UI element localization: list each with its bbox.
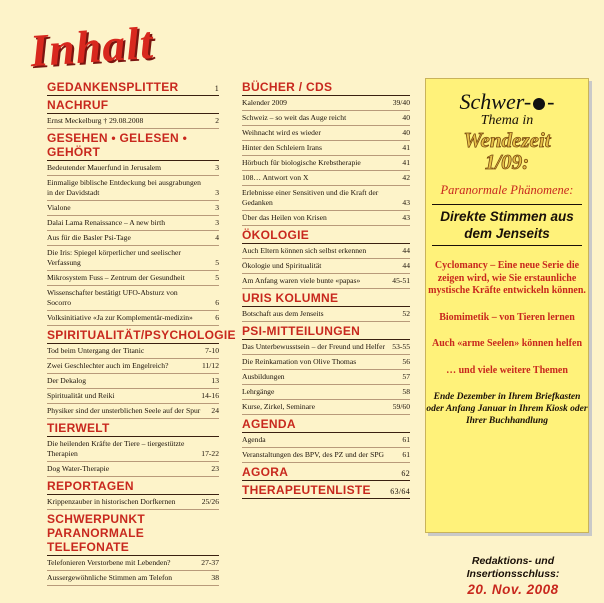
page-number: 2 xyxy=(215,116,219,125)
page-number: 41 xyxy=(402,143,410,152)
toc-entry-title: Agenda xyxy=(242,435,266,444)
toc-entry xyxy=(242,96,410,111)
toc-entry xyxy=(242,156,410,171)
teaser-cyclomancy: Cyclomancy – Eine neue Serie die zeigen wird, wie Sie erstaunliche mystische Kräfte entwickeln können. xyxy=(428,260,586,296)
section-heading xyxy=(47,419,219,437)
toc-entry-title: Der Dekalog xyxy=(47,376,87,385)
section-heading xyxy=(242,289,410,307)
toc-entry xyxy=(242,448,410,463)
toc-entry-title: Krippenzauber in historischen Dorfkernen xyxy=(47,497,176,506)
section-heading xyxy=(242,78,410,96)
toc-entry xyxy=(242,385,410,400)
page-number: 1 xyxy=(214,84,219,93)
toc-entry xyxy=(47,556,219,571)
section-heading xyxy=(47,510,219,556)
toc-entry-title: Über das Heilen von Krisen xyxy=(242,213,327,222)
toc-entry-title: Die Iris: Spiegel körperlicher und seelischer Verfassung xyxy=(47,248,181,267)
teaser-seelen: Auch «arme Seelen» können helfen xyxy=(432,338,582,349)
toc-entry-title: Dalai Lama Renaissance – A new birth xyxy=(47,218,166,227)
page-number: 43 xyxy=(402,213,410,222)
page-number: 6 xyxy=(215,313,219,322)
page-number: 7-10 xyxy=(205,346,219,355)
paranormal-heading: Paranormale Phänomene: xyxy=(440,183,574,197)
toc-entry xyxy=(47,374,219,389)
toc-entry xyxy=(47,216,219,231)
page-number: 23 xyxy=(211,464,219,473)
toc-entry xyxy=(47,495,219,510)
toc-entry-title: Das Unterbewusstsein – der Freund und Helfer xyxy=(242,342,385,351)
toc-entry-title: Volksinitiative «Ja zur Komplementär-medizin» xyxy=(47,313,193,322)
toc-entry-title: Kurse, Zirkel, Seminare xyxy=(242,402,315,411)
toc-entry-title: Veranstaltungen des BPV, des PZ und der SPG xyxy=(242,450,385,459)
toc-entry-title: Bedeutender Mauerfund in Jerusalem xyxy=(47,163,162,172)
toc-entry-title: Erlebnisse einer Sensitiven und die Kraft der Gedanken xyxy=(242,188,379,207)
section-heading xyxy=(242,226,410,244)
toc-entry xyxy=(242,259,410,274)
toc-entry-title: Einmalige biblische Entdeckung bei ausgrabungen in der Davidstadt xyxy=(47,178,201,197)
toc-entry-title: Aussergewöhnliche Stimmen am Telefon xyxy=(47,573,173,582)
page-number: 27-37 xyxy=(201,558,219,567)
toc-entry xyxy=(47,271,219,286)
page-number: 25/26 xyxy=(201,497,219,506)
toc-entry xyxy=(242,211,410,226)
section-heading-text: AGORA xyxy=(242,465,289,479)
toc-entry-title: Am Anfang waren viele bunte «papas» xyxy=(242,276,361,285)
page-number: 57 xyxy=(402,372,410,381)
toc-entry-title: Schweiz – so weit das Auge reicht xyxy=(242,113,347,122)
toc-entry-title: Die heilenden Kräfte der Tiere – tiergestützte Therapien xyxy=(47,439,185,458)
toc-entry xyxy=(242,126,410,141)
toc-entry xyxy=(47,571,219,586)
dot-icon xyxy=(533,98,545,110)
page-number: 13 xyxy=(211,376,219,385)
toc-entry-title: Ökologie und Spiritualität xyxy=(242,261,322,270)
feature-headline: Direkte Stimmen aus dem Jenseits xyxy=(432,204,582,246)
toc-entry-title: Auch Eltern können sich selbst erkennen xyxy=(242,246,367,255)
page-number: 52 xyxy=(402,309,410,318)
page-number: 3 xyxy=(215,218,219,227)
page-number: 11/12 xyxy=(201,361,219,370)
toc-entry xyxy=(47,286,219,311)
toc-entry xyxy=(47,344,219,359)
toc-entry xyxy=(47,359,219,374)
toc-entry-title: Telefonieren Verstorbene mit Lebenden? xyxy=(47,558,171,567)
toc-entry xyxy=(242,355,410,370)
toc-entry-title: Spiritualität und Reiki xyxy=(47,391,115,400)
toc-entry xyxy=(242,244,410,259)
section-heading xyxy=(242,463,410,481)
magazine-name xyxy=(426,89,588,115)
toc-entry xyxy=(47,201,219,216)
toc-entry xyxy=(242,186,410,211)
page-number: 24 xyxy=(211,406,219,415)
toc-entry xyxy=(47,389,219,404)
page-number: 42 xyxy=(402,173,410,182)
toc-entry xyxy=(47,311,219,326)
page-number: 40 xyxy=(402,113,410,122)
toc-entry-title: Hörbuch für biologische Krebstherapie xyxy=(242,158,361,167)
page-number: 43 xyxy=(402,198,410,207)
section-heading xyxy=(242,481,410,499)
teaser-biomimetik: Biomimetik – von Tieren lernen xyxy=(439,311,575,323)
page-number: 53-55 xyxy=(392,342,410,351)
section-heading-text: TIERWELT xyxy=(47,421,110,435)
issue-number: 1/09: xyxy=(484,150,530,174)
toc-entry xyxy=(242,307,410,322)
section-heading xyxy=(242,415,410,433)
toc-entry xyxy=(47,231,219,246)
toc-entry-title: Wissenschafter bestätigt UFO-Absturz von Socorro xyxy=(47,288,178,307)
toc-entry-title: Mikrosystem Fuss – Zentrum der Gesundheit xyxy=(47,273,185,282)
page-number: 56 xyxy=(402,357,410,366)
page-number: 39/40 xyxy=(392,98,410,107)
toc-entry-title: Botschaft aus dem Jenseits xyxy=(242,309,324,318)
toc-entry-title: Aus für die Basler Psi-Tage xyxy=(47,233,131,242)
wendezeit-logo: Wendezeit xyxy=(463,128,551,152)
thema-label: Thema in xyxy=(480,113,534,128)
toc-entry xyxy=(242,171,410,186)
toc-entry-title: Tod beim Untergang der Titanic xyxy=(47,346,145,355)
toc-entry xyxy=(242,111,410,126)
toc-entry-title: Lehrgänge xyxy=(242,387,275,396)
page-number: 38 xyxy=(211,573,219,582)
section-heading-text: BÜCHER / CDS xyxy=(242,80,333,94)
page-number: 14-16 xyxy=(201,391,219,400)
toc-entry xyxy=(242,433,410,448)
page-number: 4 xyxy=(215,233,219,242)
availability-note: Ende Dezember in Ihrem Briefkasten oder Anfang Januar in Ihrem Kiosk oder Ihrer Buchhandlung xyxy=(426,392,588,426)
toc-entry xyxy=(47,246,219,271)
toc-entry xyxy=(242,340,410,355)
toc-entry xyxy=(47,437,219,462)
section-heading xyxy=(242,322,410,340)
toc-column-right xyxy=(242,78,410,499)
page-number: 61 xyxy=(402,450,410,459)
toc-entry xyxy=(47,161,219,176)
section-heading xyxy=(47,78,219,96)
toc-entry xyxy=(47,404,219,419)
page-title: Inhalt xyxy=(28,16,156,77)
section-heading-text: GESEHEN • GELESEN • GEHÖRT xyxy=(47,131,188,159)
page-number: 3 xyxy=(215,163,219,172)
page-number: 62 xyxy=(401,469,410,478)
page-number: 44 xyxy=(402,246,410,255)
preview-box xyxy=(425,78,589,533)
toc-entry xyxy=(47,462,219,477)
toc-entry xyxy=(242,400,410,415)
page-number: 41 xyxy=(402,158,410,167)
section-heading-text: AGENDA xyxy=(242,417,296,431)
section-heading xyxy=(47,477,219,495)
toc-entry xyxy=(242,274,410,289)
page-number: 40 xyxy=(402,128,410,137)
toc-column-left xyxy=(47,78,236,586)
toc-entry-title: Die Reinkarnation von Olive Thomas xyxy=(242,357,357,366)
page-number: 45-51 xyxy=(392,276,410,285)
page-number: 59/60 xyxy=(392,402,410,411)
section-heading-text: SPIRITUALITÄT/PSYCHOLOGIE xyxy=(47,328,236,342)
deadline-date: 20. Nov. 2008 xyxy=(467,582,559,597)
section-heading-text: PSI-MITTEILUNGEN xyxy=(242,324,361,338)
section-heading-text: URIS KOLUMNE xyxy=(242,291,339,305)
toc-entry xyxy=(242,370,410,385)
page-number: 17-22 xyxy=(201,449,219,458)
toc-entry-title: Zwei Geschlechter auch im Engelreich? xyxy=(47,361,169,370)
toc-entry xyxy=(47,176,219,201)
section-heading-text: THERAPEUTENLISTE xyxy=(242,483,371,497)
page-number: 3 xyxy=(215,203,219,212)
section-heading xyxy=(47,129,219,161)
section-heading-text: REPORTAGEN xyxy=(47,479,134,493)
toc-entry-title: Kalender 2009 xyxy=(242,98,287,107)
teaser-more: … und viele weitere Themen xyxy=(446,364,568,376)
page-number: 5 xyxy=(215,273,219,282)
section-heading-text: ÖKOLOGIE xyxy=(242,228,310,242)
deadline-label: Redaktions- und Insertionsschluss: xyxy=(466,555,560,580)
toc-entry-title: Physiker sind der unsterblichen Seele auf der Spur xyxy=(47,406,201,415)
toc-entry-title: Ausbildungen xyxy=(242,372,285,381)
toc-entry-title: Vialone xyxy=(47,203,71,212)
page-number: 5 xyxy=(215,258,219,267)
toc-entry-title: 108… Antwort von X xyxy=(242,173,309,182)
section-heading-text: NACHRUF xyxy=(47,98,109,112)
page-number: 63/64 xyxy=(390,487,410,496)
toc-entry-title: Hinter den Schleiern Irans xyxy=(242,143,322,152)
page-number: 44 xyxy=(402,261,410,270)
magazine-name-left: Schwer- xyxy=(459,89,532,114)
toc-entry-title: Ernst Meckelburg † 29.08.2008 xyxy=(47,116,144,125)
section-heading xyxy=(47,96,219,114)
toc-entry xyxy=(242,141,410,156)
toc-entry-title: Dog Water-Therapie xyxy=(47,464,110,473)
section-heading xyxy=(47,326,236,344)
section-heading-text: SCHWERPUNKT PARANORMALE TELEFONATE xyxy=(47,512,145,554)
toc-entry-title: Weihnacht wird es wieder xyxy=(242,128,321,137)
page-number: 6 xyxy=(215,298,219,307)
section-heading-text: GEDANKENSPLITTER xyxy=(47,80,179,94)
page-number: 58 xyxy=(402,387,410,396)
page-number: 3 xyxy=(215,188,219,197)
magazine-name-right: - xyxy=(547,89,555,114)
toc-entry xyxy=(47,114,219,129)
page-number: 61 xyxy=(402,435,410,444)
